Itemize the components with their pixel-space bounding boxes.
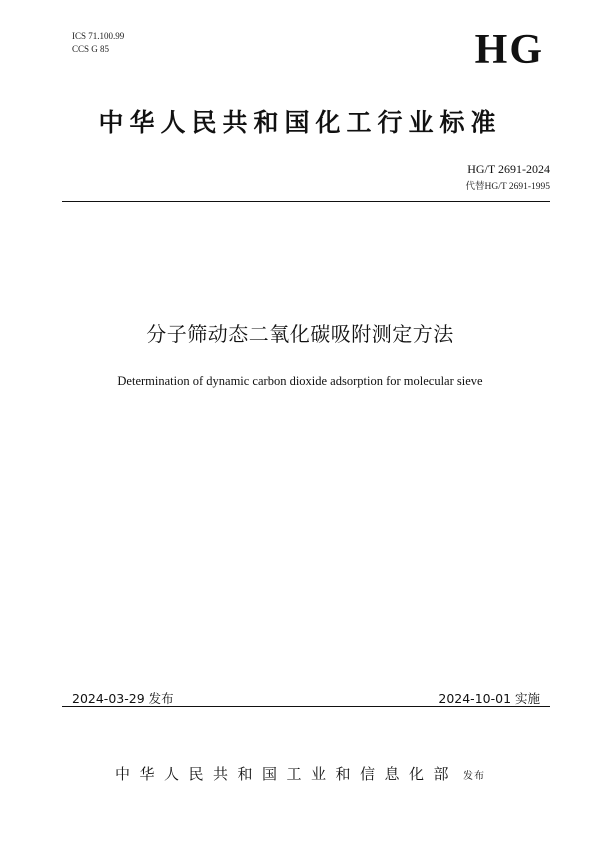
publisher-name: 中华人民共和国工业和信息化部 <box>114 765 458 783</box>
publisher-suffix: 发布 <box>463 771 486 782</box>
publisher <box>0 763 600 784</box>
english-title: Determination of dynamic carbon dioxide adsorption for molecular sieve <box>117 374 483 388</box>
classification-codes <box>72 30 124 56</box>
ccs-code: CCS G 85 <box>72 44 110 54</box>
implementation-date: 2024-10-01 实施 <box>438 691 540 706</box>
issue-date: 2024-03-29 发布 <box>72 691 174 706</box>
chinese-title: 分子筛动态二氧化碳吸附测定方法 <box>146 322 454 346</box>
industry-standard-title: 中华人民共和国化工行业标准 <box>98 108 502 137</box>
hg-logo: HG <box>474 27 544 73</box>
bottom-divider <box>62 706 550 707</box>
replaces-standard: 代替HG/T 2691-1995 <box>465 182 550 192</box>
top-divider <box>62 201 550 202</box>
standard-number: HG/T 2691-2024 <box>467 162 550 176</box>
ics-code: ICS 71.100.99 <box>72 31 125 41</box>
